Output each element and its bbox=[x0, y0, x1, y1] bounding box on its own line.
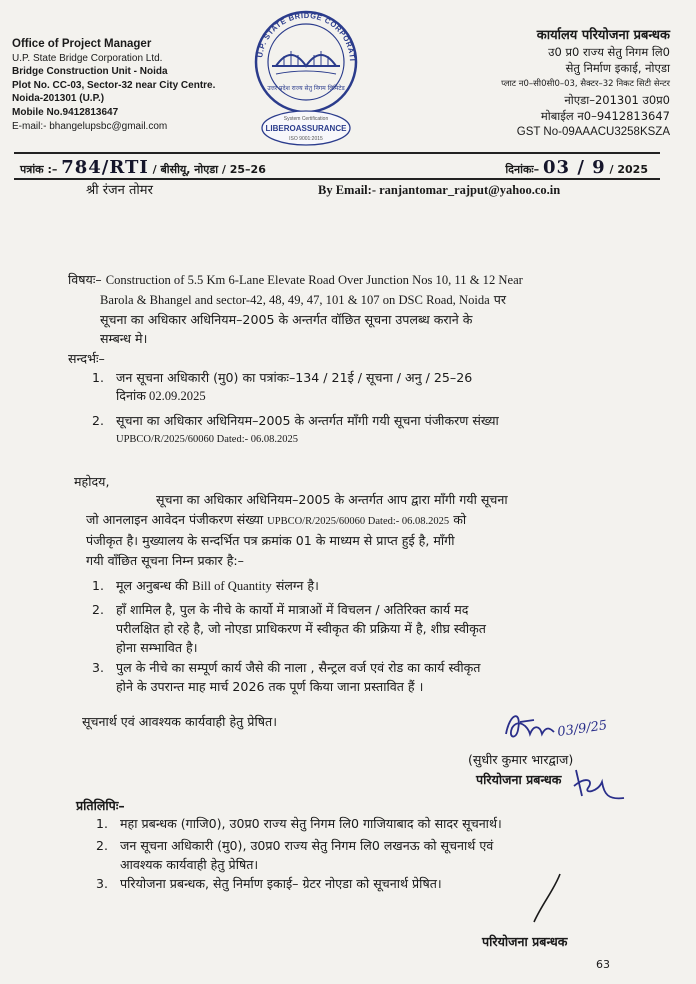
forward-note: सूचनार्थ एवं आवश्यक कार्यवाही हेतु प्रेषित। bbox=[82, 714, 277, 729]
cert-line-2: ISO 9001:2015 bbox=[289, 136, 323, 142]
svg-text:U.P. STATE BRIDGE CORPORATION bbox=[222, 10, 357, 62]
body-line-2-b: को bbox=[453, 511, 467, 527]
copy-item-3 bbox=[96, 874, 656, 893]
point-number: 2. bbox=[92, 602, 104, 617]
bridge-emblem-icon bbox=[222, 10, 390, 150]
point-2-line-3: होना सम्भावित है। bbox=[116, 640, 198, 655]
point-item-3 bbox=[92, 658, 662, 696]
body-line-2-a: जो आनलाइन आवेदन पंजीकरण संख्या bbox=[86, 511, 264, 527]
gst-number: GST No-09AAACU3258KSZA bbox=[516, 126, 670, 138]
reference-1-line-1: जन सूचना अधिकारी (मु0) का पत्रांकः–134 / 21ई / सूचना / अनु / 25–26 bbox=[116, 370, 473, 385]
body-line-2-en: UPBCO/R/2025/60060 Dated:- 06.08.2025 bbox=[267, 515, 450, 527]
body-paragraph bbox=[86, 490, 656, 570]
reference-bar bbox=[14, 152, 660, 180]
copy-item-2 bbox=[96, 836, 656, 874]
point-3-line-1: पुल के नीचे का सम्पूर्ण कार्य जैसे की नाला , सैन्ट्रल वर्ज एवं रोड का कार्य स्वीकृत bbox=[116, 660, 481, 675]
copy-3-line-1: परियोजना प्रबन्धक, सेतु निर्माण इकाई– ग्रेटर नोएडा को सूचनार्थ प्रेषित। bbox=[120, 876, 442, 891]
cert-line-1: System Certification bbox=[283, 116, 329, 122]
reference-item-2 bbox=[92, 411, 652, 449]
recipient-email: By Email:- ranjantomar_rajput@yahoo.co.in bbox=[318, 183, 561, 197]
reference-number: 1. bbox=[92, 370, 104, 385]
org-name: U.P. State Bridge Corporation Ltd. bbox=[12, 52, 163, 64]
subject-line-2-tail: पर bbox=[493, 292, 507, 307]
subject-line-3: सूचना का अधिकार अधिनियम–2005 के अन्तर्गत वॉछित सूचना उपलब्ध कराने के bbox=[100, 312, 473, 327]
email-address: E-mail:- bhangelupsbc@gmail.com bbox=[12, 120, 168, 132]
office-title-hindi: कार्यालय परियोजना प्रबन्धक bbox=[536, 28, 670, 43]
body-line-1: सूचना का अधिकार अधिनियम–2005 के अन्तर्गत आप द्वारा माँगी गयी सूचना bbox=[156, 492, 508, 507]
point-number: 1. bbox=[92, 578, 104, 593]
body-line-4: गयी वाँछित सूचना निम्न प्रकार है:– bbox=[86, 552, 244, 568]
point-item-1 bbox=[92, 576, 652, 596]
org-name-hindi: उ0 प्र0 राज्य सेतु निगम लि0 bbox=[548, 45, 670, 59]
corporation-logo bbox=[222, 10, 390, 150]
point-1-en: Bill of Quantity bbox=[192, 579, 272, 593]
point-item-2 bbox=[92, 600, 662, 657]
bottom-designation: परियोजना प्रबन्धक bbox=[482, 934, 568, 949]
reference-item-1 bbox=[92, 368, 652, 406]
logo-ring-text: U.P. STATE BRIDGE CORPORATI bbox=[255, 10, 358, 62]
address-line-1-hindi: प्लाट न0–सी0सी0–03, सैक्टर–32 निकट सिटी सेन्टर bbox=[501, 79, 670, 89]
subject-label: विषयः– bbox=[68, 272, 102, 287]
subject-en-line-2: Barola & Bhangel and sector-42, 48, 49, 47, 101 & 107 on DSC Road, Noida bbox=[100, 293, 490, 307]
reference-number: 2. bbox=[92, 413, 104, 428]
header-left bbox=[12, 38, 215, 133]
address-line-2-hindi: नोएडा–201301 उ0प्र0 bbox=[564, 93, 670, 107]
references-label: सन्दर्भः– bbox=[68, 351, 105, 366]
letter-number-handwritten: 784/RTI bbox=[61, 157, 149, 178]
copy-1-line-1: महा प्रबन्धक (गाजि0), उ0प्र0 राज्य सेतु निगम लि0 गाजियाबाद को सादर सूचनार्थ। bbox=[120, 816, 502, 831]
addressee-name: श्री रंजन तोमर bbox=[86, 183, 153, 198]
bottom-signature-icon bbox=[528, 870, 568, 930]
subject-en-line-1: Construction of 5.5 Km 6-Lane Elevate Road Over Junction Nos 10, 11 & 12 Near bbox=[105, 273, 523, 287]
initials-icon bbox=[568, 760, 638, 810]
unit-name-hindi: सेतु निर्माण इकाई, नोएडा bbox=[565, 61, 670, 75]
reference-2-line-1: सूचना का अधिकार अधिनियम–2005 के अन्तर्गत माँगी गयी सूचना पंजीकरण संख्या bbox=[116, 413, 499, 428]
point-number: 3. bbox=[92, 660, 104, 675]
letter-number-label: पत्रांक :– bbox=[20, 163, 58, 176]
page-number: 63 bbox=[596, 958, 610, 971]
address-line-1: Plot No. CC-03, Sector-32 near City Centre. bbox=[12, 79, 216, 91]
subject-block bbox=[68, 270, 658, 348]
copies-label: प्रतिलिपिः– bbox=[76, 798, 125, 813]
copy-number: 2. bbox=[96, 838, 108, 853]
date-handwritten: 03 / 9 bbox=[543, 157, 606, 178]
point-1-a: मूल अनुबन्ध की bbox=[116, 578, 189, 593]
point-3-line-2: होने के उपरान्त माह मार्च 2026 तक पूर्ण किया जाना प्रस्तावित हैं । bbox=[116, 679, 424, 694]
copy-number: 3. bbox=[96, 876, 108, 891]
date-year: / 2025 bbox=[609, 163, 648, 176]
signature-date: 03/9/25 bbox=[556, 718, 609, 740]
point-1-b: संलग्न है। bbox=[275, 578, 319, 593]
signatory-designation: परियोजना प्रबन्धक bbox=[476, 772, 562, 787]
body-line-3: पंजीकृत है। मुख्यालय के सन्दर्भित पत्र क्रमांक 01 के माध्यम से प्राप्त हुई है, माँगी bbox=[86, 533, 455, 548]
salutation: महोदय, bbox=[74, 474, 110, 489]
subject-line-4: सम्बन्ध मे। bbox=[100, 331, 148, 346]
mobile-number: Mobile No.9412813647 bbox=[12, 106, 119, 118]
reference-1-line-2: दिनांक 02.09.2025 bbox=[116, 389, 206, 403]
mobile-number-hindi: मोबाईल न0–9412813647 bbox=[540, 109, 670, 123]
copy-2-line-2: आवश्यक कार्यवाही हेतु प्रेषित। bbox=[120, 857, 259, 872]
unit-name: Bridge Construction Unit - Noida bbox=[12, 66, 168, 78]
copy-2-line-1: जन सूचना अधिकारी (मु0), उ0प्र0 राज्य सेतु निगम लि0 लखनऊ को सूचनार्थ एवं bbox=[120, 838, 494, 853]
point-2-line-2: परीलक्षित हो रहे है, जो नोएडा प्राधिकरण में स्वीकृत की प्रक्रिया में है, शीघ्र स्वीकृत bbox=[116, 621, 486, 636]
point-2-line-1: हाँ शामिल है, पुल के नीचे के कार्यो में मात्राओं में विचलन / अतिरिक्त कार्य मद bbox=[116, 602, 469, 617]
logo-inner-text: उत्तर प्रदेश राज्य सेतु निगम लिमिटेड bbox=[267, 85, 345, 92]
date-label: दिनांकः– bbox=[505, 163, 540, 176]
reference-2-line-2: UPBCO/R/2025/60060 Dated:- 06.08.2025 bbox=[116, 434, 299, 445]
cert-brand: LIBEROASSURANCE bbox=[265, 124, 347, 133]
header-right bbox=[501, 28, 670, 140]
copy-number: 1. bbox=[96, 816, 108, 831]
letter-number-suffix: / बीसीयू, नोएडा / 25–26 bbox=[152, 163, 266, 176]
copy-item-1 bbox=[96, 814, 656, 833]
signatory-name: (सुधीर कुमार भारद्वाज) bbox=[468, 752, 574, 767]
office-title: Office of Project Manager bbox=[12, 38, 152, 50]
signature-icon bbox=[500, 704, 650, 754]
address-line-2: Noida-201301 (U.P.) bbox=[12, 93, 105, 105]
